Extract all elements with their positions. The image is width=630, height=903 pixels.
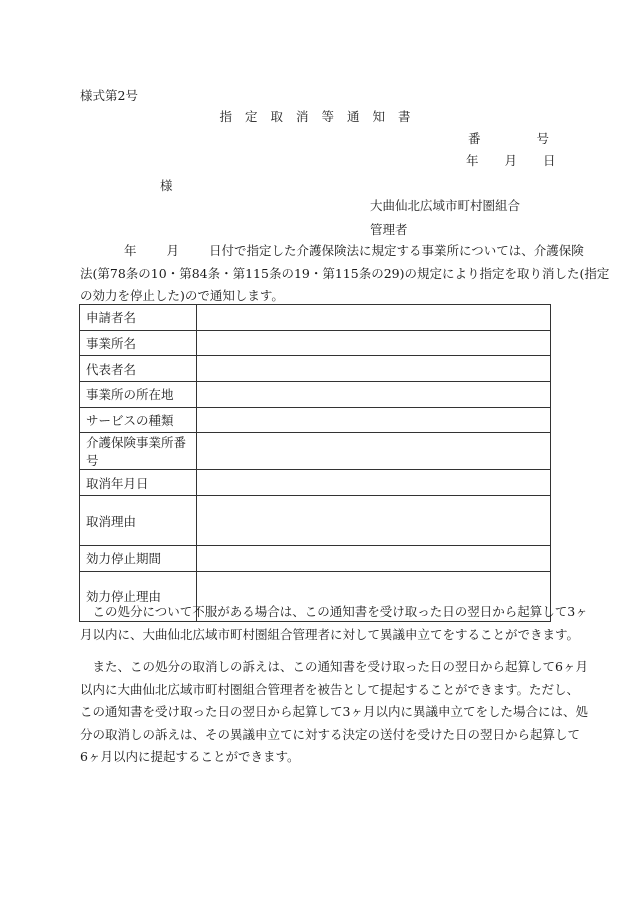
date-day-label: 日 [543, 153, 556, 168]
notice-line: この通知書を受け取った日の翌日から起算して3ヶ月以内に異議申立てをした場合には、処 [80, 704, 588, 719]
table-row [80, 433, 551, 470]
notice-line: 6ヶ月以内に提起することができます。 [80, 749, 300, 764]
table-row-label: 介護保険事業所番号 [80, 433, 197, 470]
table-row-label: 効力停止理由 [80, 571, 197, 621]
table-row-label: 事業所の所在地 [80, 382, 197, 408]
table-row-value [197, 496, 551, 546]
table-row [80, 382, 551, 408]
table-row-value [197, 433, 551, 470]
notice-line: 分の取消しの訴えは、その異議申立てに対する決定の送付を受けた日の翌日から起算して [80, 726, 581, 742]
notice-line: 月以内に、大曲仙北広域市町村圏組合管理者に対して異議申立てをすることができます。 [80, 626, 580, 642]
table-row-label: 効力停止期間 [80, 546, 197, 572]
notice-line: 以内に大曲仙北広域市町村圏組合管理者を被告として提起することができます。ただし、 [80, 681, 580, 697]
intro-paragraph [80, 240, 610, 308]
table-row-value [197, 305, 551, 331]
notice-line: また、この処分の取消しの訴えは、この通知書を受け取った日の翌日から起算して6ヶ月 [80, 659, 588, 674]
table-row [80, 470, 551, 496]
number-label-go: 号 [536, 131, 550, 146]
details-table [79, 304, 551, 622]
document-number-line [468, 129, 549, 147]
table-row-value [197, 407, 551, 433]
appeal-notice-paragraph [80, 601, 588, 646]
table-row [80, 496, 551, 546]
document-title: 指定取消等通知書 [219, 109, 424, 124]
table-row [80, 305, 551, 331]
addressee-suffix: 様 [160, 178, 173, 193]
issuer-organization: 大曲仙北広域市町村圏組合 [370, 198, 521, 213]
intro-line-3: の効力を停止した)ので通知します。 [80, 288, 284, 303]
table-row-label: 取消年月日 [80, 470, 197, 496]
table-row-value [197, 330, 551, 356]
intro-line-2: 法(第78条の10・第84条・第115条の19・第115条の29)の規定により指定を取り消した(指定 [80, 265, 610, 281]
issue-date-line [466, 151, 556, 169]
table-row-label: サービスの種類 [80, 407, 197, 433]
table-row-value [197, 382, 551, 408]
lawsuit-notice-paragraph [80, 656, 588, 769]
table-row [80, 546, 551, 572]
table-row [80, 330, 551, 356]
intro-line-1-text: 日付で指定した介護保険法に規定する事業所については、介護保険 [209, 243, 584, 258]
issuer-role: 管理者 [370, 222, 408, 237]
number-label-ban: 番 [468, 131, 481, 146]
intro-month-label: 月 [166, 243, 180, 258]
intro-year-label: 年 [124, 243, 137, 258]
table-row [80, 407, 551, 433]
date-month-label: 月 [504, 153, 518, 168]
table-row-label: 取消理由 [80, 496, 197, 546]
table-row-label: 申請者名 [80, 305, 197, 331]
table-row [80, 356, 551, 382]
table-row-label: 事業所名 [80, 330, 197, 356]
intro-line-1 [80, 240, 584, 263]
notice-line: この処分について不服がある場合は、この通知書を受け取った日の翌日から起算して3ヶ [80, 604, 588, 619]
table-row-label: 代表者名 [80, 356, 197, 382]
table-row-value [197, 546, 551, 572]
form-number: 様式第2号 [80, 88, 138, 103]
table-row-value [197, 470, 551, 496]
date-year-label: 年 [466, 153, 479, 168]
table-row-value [197, 356, 551, 382]
